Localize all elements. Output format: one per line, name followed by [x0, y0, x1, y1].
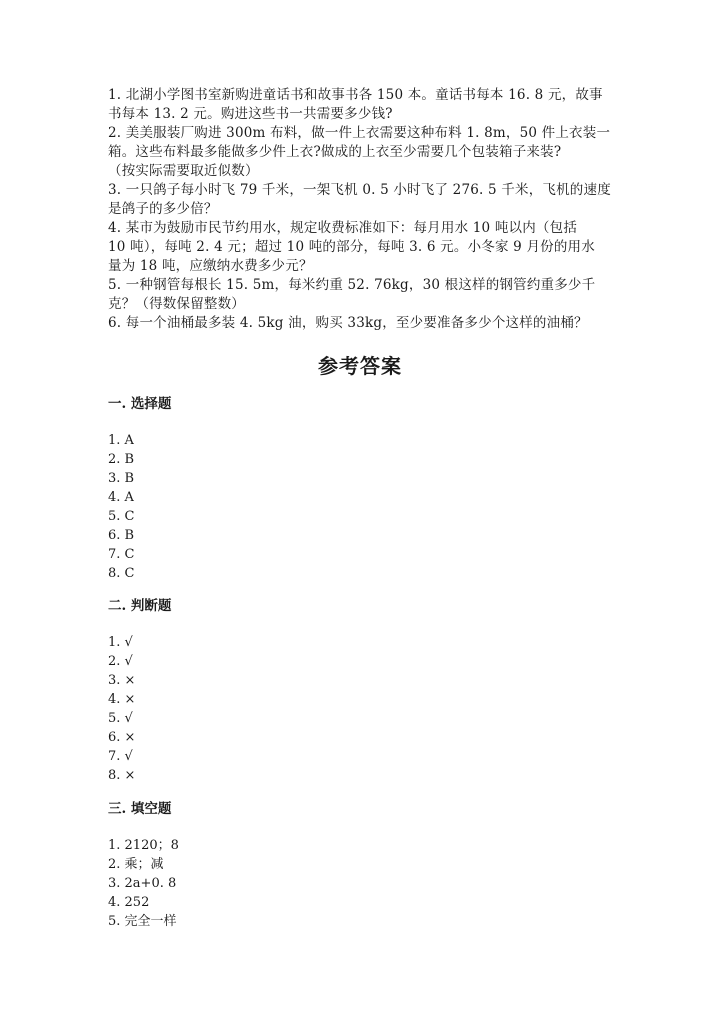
- section-title: 二. 判断题: [108, 598, 172, 614]
- answer-item: 2. B: [108, 452, 135, 467]
- problem-line: 3. 一只鸽子每小时飞 79 千米，一架飞机 0. 5 小时飞了 276. 5 千米，飞机的速度: [108, 182, 611, 198]
- answer-item: 3. 2a+0. 8: [108, 876, 177, 891]
- answer-item: 1. √: [108, 635, 133, 650]
- answer-key-title: 参考答案: [318, 354, 402, 378]
- problem-line: 是鸽子的多少倍？: [108, 201, 218, 217]
- answer-item: 4. A: [108, 490, 134, 505]
- answer-item: 8. C: [108, 566, 135, 581]
- answer-item: 5. √: [108, 711, 133, 726]
- problem-4: [108, 219, 618, 276]
- answer-item: 6. B: [108, 528, 135, 543]
- section-title: 三. 填空题: [108, 801, 172, 817]
- problem-line: 箱。这些布料最多能做多少件上衣?做成的上衣至少需要几个包装箱子来装?: [108, 144, 562, 160]
- problem-2: [108, 124, 618, 181]
- problem-line: 书每本 13. 2 元。购进这些书一共需要多少钱?: [108, 106, 393, 122]
- problem-5: [108, 276, 618, 314]
- answer-list: [108, 836, 508, 931]
- problem-line: 10 吨），每吨 2. 4 元；超过 10 吨的部分，每吨 3. 6 元。小冬家 9 月份的用水: [108, 239, 595, 255]
- answer-item: 8. ×: [108, 768, 136, 783]
- problem-line: 5. 一种钢管每根长 15. 5m，每米约重 52. 76kg，30 根这样的钢管约重多少千: [108, 277, 596, 293]
- problem-6: [108, 314, 618, 333]
- answer-item: 6. ×: [108, 730, 136, 745]
- problem-3: [108, 181, 618, 219]
- word-problems: [108, 86, 618, 333]
- answer-item: 1. 2120；8: [108, 838, 179, 853]
- problem-line: 克？（得数保留整数）: [108, 296, 245, 312]
- section-true-false: [108, 597, 508, 785]
- answer-item: 5. C: [108, 509, 135, 524]
- section-fill-in-blank: [108, 800, 508, 931]
- answer-item: 7. √: [108, 749, 133, 764]
- problem-1: [108, 86, 618, 124]
- section-multiple-choice: [108, 395, 508, 583]
- section-title: 一. 选择题: [108, 396, 172, 412]
- problem-line: 2. 美美服装厂购进 300m 布料，做一件上衣需要这种布料 1. 8m，50 件上衣装一: [108, 125, 611, 141]
- answer-item: 2. √: [108, 654, 133, 669]
- answer-item: 1. A: [108, 433, 134, 448]
- answer-item: 5. 完全一样: [108, 914, 177, 929]
- problem-line: 6. 每一个油桶最多装 4. 5kg 油，购买 33kg，至少要准备多少个这样的油桶？: [108, 315, 588, 331]
- problem-line: （按实际需要取近似数）: [108, 163, 259, 179]
- answer-item: 2. 乘；减: [108, 857, 164, 872]
- answer-item: 4. ×: [108, 692, 136, 707]
- answer-item: 3. ×: [108, 673, 136, 688]
- problem-line: 量为 18 吨，应缴纳水费多少元？: [108, 258, 313, 274]
- answer-item: 3. B: [108, 471, 135, 486]
- problem-line: 1. 北湖小学图书室新购进童话书和故事书各 150 本。童话书每本 16. 8 元，故事: [108, 87, 603, 103]
- answer-item: 7. C: [108, 547, 135, 562]
- problem-line: 4. 某市为鼓励市民节约用水，规定收费标准如下：每月用水 10 吨以内（包括: [108, 220, 578, 236]
- answer-list: [108, 431, 508, 583]
- answer-list: [108, 633, 508, 785]
- answer-item: 4. 252: [108, 895, 150, 910]
